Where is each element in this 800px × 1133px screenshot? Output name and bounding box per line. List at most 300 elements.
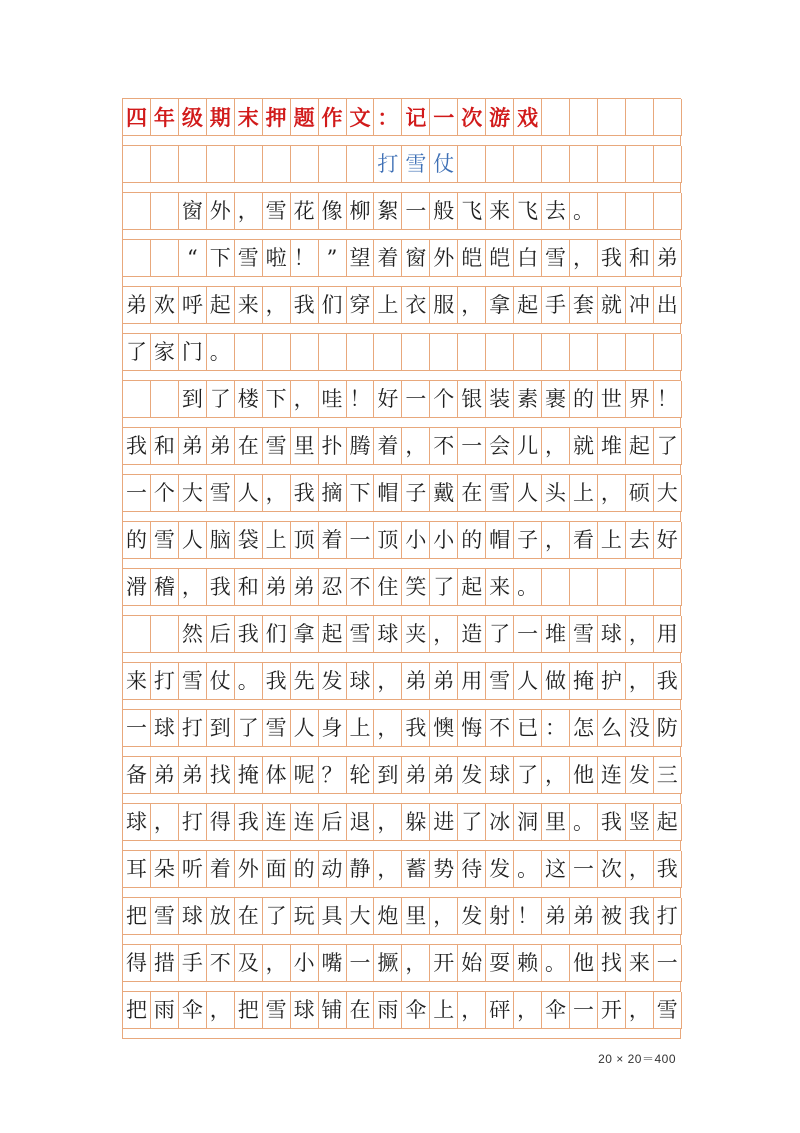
- grid-cell: [123, 193, 151, 229]
- grid-cell: 到: [179, 381, 207, 417]
- grid-cell: 耍: [486, 945, 514, 981]
- grid-cell: 人: [514, 475, 542, 511]
- grid-cell: 起: [626, 428, 654, 464]
- grid-cell: 期: [207, 99, 235, 135]
- grid-cell: 待: [458, 851, 486, 887]
- grid-cell: [542, 569, 570, 605]
- grid-cell: ，: [458, 287, 486, 323]
- grid-cell: 衣: [402, 287, 430, 323]
- grid-cell: 雪: [263, 992, 291, 1028]
- grid-cell: 雪: [654, 992, 682, 1028]
- grid-cell: 这: [542, 851, 570, 887]
- grid-cell: 用: [458, 663, 486, 699]
- grid-row: [122, 193, 681, 240]
- grid-cell: 措: [151, 945, 179, 981]
- grid-cell: 扑: [319, 428, 347, 464]
- grid-cell: 外: [430, 240, 458, 276]
- grid-cell: ，: [374, 851, 402, 887]
- grid-cell: 呼: [179, 287, 207, 323]
- grid-cell: 弟: [179, 757, 207, 793]
- grid-cell: 面: [263, 851, 291, 887]
- grid-cell: “: [179, 240, 207, 276]
- grid-cell: 素: [514, 381, 542, 417]
- grid-cell: 我: [654, 663, 682, 699]
- grid-cell: 来: [123, 663, 151, 699]
- grid-cell: 了: [514, 757, 542, 793]
- grid-cell: 着: [207, 851, 235, 887]
- grid-cell: 弟: [179, 428, 207, 464]
- grid-cell: 开: [430, 945, 458, 981]
- grid-cell: 戏: [514, 99, 542, 135]
- grid-cell: 我: [654, 851, 682, 887]
- grid-cell: 飞: [514, 193, 542, 229]
- grid-cell: 作: [319, 99, 347, 135]
- grid-cell: [626, 193, 654, 229]
- grid-cell: 把: [235, 992, 263, 1028]
- grid-row: [122, 804, 681, 851]
- grid-cell: 袋: [235, 522, 263, 558]
- grid-cell: 放: [207, 898, 235, 934]
- grid-cell: 硕: [626, 475, 654, 511]
- grid-cell: 雪: [570, 616, 598, 652]
- grid-cell: 界: [626, 381, 654, 417]
- grid-cell: 退: [347, 804, 375, 840]
- grid-cell: 门: [179, 334, 207, 370]
- grid-cell: 雪: [542, 240, 570, 276]
- grid-cell: 掩: [570, 663, 598, 699]
- grid-cell: 铺: [319, 992, 347, 1028]
- grid-cell: 就: [598, 287, 626, 323]
- grid-cell: 们: [263, 616, 291, 652]
- grid-cell: 一: [123, 475, 151, 511]
- grid-cell: 在: [347, 992, 375, 1028]
- grid-cell: 装: [486, 381, 514, 417]
- grid-cell: 一: [570, 851, 598, 887]
- grid-cell: ！: [291, 240, 319, 276]
- grid-cell: 家: [151, 334, 179, 370]
- grid-cell: 着: [319, 522, 347, 558]
- grid-cell: 球: [347, 663, 375, 699]
- grid-cell: 的: [458, 522, 486, 558]
- grid-cell: 脑: [207, 522, 235, 558]
- grid-cell: 上: [374, 287, 402, 323]
- grid-cell: 腾: [347, 428, 375, 464]
- grid-cell: 后: [319, 804, 347, 840]
- grid-cell: 大: [347, 898, 375, 934]
- grid-cell: 。: [207, 334, 235, 370]
- grid-cell: 了: [430, 569, 458, 605]
- grid-cell: 来: [486, 569, 514, 605]
- grid-cell: 把: [123, 898, 151, 934]
- grid-cell: 顶: [374, 522, 402, 558]
- grid-cell: 上: [598, 522, 626, 558]
- grid-cell: 雪: [263, 193, 291, 229]
- grid-cell: 一: [347, 945, 375, 981]
- grid-cell: ，: [626, 992, 654, 1028]
- grid-cell: 弟: [291, 569, 319, 605]
- grid-row: [122, 569, 681, 616]
- grid-cell: 摘: [319, 475, 347, 511]
- grid-cell: 记: [402, 99, 430, 135]
- grid-cell: 先: [291, 663, 319, 699]
- grid-cell: 怎: [570, 710, 598, 746]
- grid-cell: 看: [570, 522, 598, 558]
- grid-cell: 把: [123, 992, 151, 1028]
- grid-row: [122, 663, 681, 710]
- grid-cell: [151, 616, 179, 652]
- grid-cell: 发: [458, 898, 486, 934]
- grid-cell: 啦: [263, 240, 291, 276]
- grid-cell: 连: [263, 804, 291, 840]
- grid-cell: 个: [430, 381, 458, 417]
- grid-cell: 发: [486, 851, 514, 887]
- grid-cell: 题: [291, 99, 319, 135]
- grid-cell: 三: [654, 757, 682, 793]
- grid-cell: [235, 334, 263, 370]
- grid-cell: [598, 146, 626, 182]
- grid-cell: 文: [347, 99, 375, 135]
- grid-cell: 起: [207, 287, 235, 323]
- grid-cell: 皑: [486, 240, 514, 276]
- grid-cell: [486, 146, 514, 182]
- grid-cell: [263, 334, 291, 370]
- grid-cell: 球: [179, 898, 207, 934]
- grid-cell: ，: [542, 757, 570, 793]
- grid-cell: ，: [402, 945, 430, 981]
- grid-cell: 的: [291, 851, 319, 887]
- grid-cell: 上: [430, 992, 458, 1028]
- grid-cell: 小: [402, 522, 430, 558]
- grid-cell: [123, 240, 151, 276]
- grid-cell: 伞: [179, 992, 207, 1028]
- grid-cell: 窗: [179, 193, 207, 229]
- grid-cell: 我: [402, 710, 430, 746]
- grid-cell: 一: [123, 710, 151, 746]
- grid-cell: 雨: [151, 992, 179, 1028]
- grid-cell: [123, 146, 151, 182]
- grid-cell: 他: [570, 945, 598, 981]
- grid-cell: 仗: [430, 146, 458, 182]
- grid-cell: 及: [235, 945, 263, 981]
- grid-cell: 堆: [542, 616, 570, 652]
- grid-cell: 皑: [458, 240, 486, 276]
- grid-cell: 大: [179, 475, 207, 511]
- grid-cell: 然: [179, 616, 207, 652]
- grid-cell: ，: [626, 663, 654, 699]
- grid-row: [122, 616, 681, 663]
- grid-cell: 弟: [207, 428, 235, 464]
- grid-cell: 穿: [347, 287, 375, 323]
- grid-cell: 絮: [374, 193, 402, 229]
- grid-cell: 了: [654, 428, 682, 464]
- grid-cell: 找: [207, 757, 235, 793]
- grid-cell: 我: [235, 804, 263, 840]
- grid-cell: 。: [235, 663, 263, 699]
- grid-cell: 般: [430, 193, 458, 229]
- grid-cell: 小: [430, 522, 458, 558]
- grid-cell: ，: [263, 287, 291, 323]
- grid-cell: 拿: [291, 616, 319, 652]
- grid-cell: [654, 193, 682, 229]
- grid-cell: 忍: [319, 569, 347, 605]
- grid-cell: ，: [430, 898, 458, 934]
- grid-cell: 躲: [402, 804, 430, 840]
- grid-cell: 一: [430, 99, 458, 135]
- grid-cell: 裹: [542, 381, 570, 417]
- grid-cell: 级: [179, 99, 207, 135]
- grid-cell: 竖: [626, 804, 654, 840]
- grid-cell: 来: [626, 945, 654, 981]
- grid-cell: 帽: [486, 522, 514, 558]
- grid-cell: 用: [654, 616, 682, 652]
- grid-cell: 起: [654, 804, 682, 840]
- grid-count-footer: 20 × 20＝400: [598, 1052, 676, 1066]
- grid-cell: 雪: [151, 898, 179, 934]
- grid-cell: 了: [235, 710, 263, 746]
- grid-cell: 到: [374, 757, 402, 793]
- grid-cell: 雪: [486, 475, 514, 511]
- grid-cell: 服: [430, 287, 458, 323]
- grid-cell: 一: [347, 522, 375, 558]
- grid-cell: 。: [570, 804, 598, 840]
- grid-cell: 银: [458, 381, 486, 417]
- grid-cell: [151, 146, 179, 182]
- grid-cell: 找: [598, 945, 626, 981]
- grid-cell: [430, 334, 458, 370]
- grid-cell: 我: [291, 475, 319, 511]
- grid-cell: 静: [347, 851, 375, 887]
- grid-cell: 大: [654, 475, 682, 511]
- grid-cell: 下: [207, 240, 235, 276]
- grid-row: [122, 475, 681, 522]
- grid-cell: 花: [291, 193, 319, 229]
- grid-cell: 欢: [151, 287, 179, 323]
- grid-cell: 里: [291, 428, 319, 464]
- grid-row: [122, 381, 681, 428]
- grid-cell: 冰: [486, 804, 514, 840]
- grid-cell: [570, 99, 598, 135]
- grid-cell: 懊: [430, 710, 458, 746]
- grid-cell: 好: [654, 522, 682, 558]
- grid-cell: 球: [123, 804, 151, 840]
- grid-cell: 末: [235, 99, 263, 135]
- grid-cell: 不: [347, 569, 375, 605]
- grid-row: [122, 522, 681, 569]
- grid-cell: [598, 193, 626, 229]
- grid-cell: 世: [598, 381, 626, 417]
- grid-cell: 头: [542, 475, 570, 511]
- grid-cell: ，: [402, 428, 430, 464]
- grid-cell: ，: [263, 475, 291, 511]
- grid-cell: 。: [514, 851, 542, 887]
- grid-cell: 弟: [402, 757, 430, 793]
- grid-cell: ，: [598, 475, 626, 511]
- grid-cell: 起: [514, 287, 542, 323]
- grid-cell: 打: [179, 710, 207, 746]
- grid-cell: 儿: [514, 428, 542, 464]
- grid-cell: 始: [458, 945, 486, 981]
- grid-cell: 球: [374, 616, 402, 652]
- grid-cell: 雨: [374, 992, 402, 1028]
- grid-cell: 帽: [374, 475, 402, 511]
- grid-cell: 蓄: [402, 851, 430, 887]
- grid-cell: 去: [626, 522, 654, 558]
- grid-cell: 白: [514, 240, 542, 276]
- grid-cell: 呢: [291, 757, 319, 793]
- grid-cell: 了: [123, 334, 151, 370]
- grid-cell: 了: [207, 381, 235, 417]
- grid-cell: [542, 99, 570, 135]
- grid-cell: [598, 99, 626, 135]
- grid-cell: 一: [514, 616, 542, 652]
- grid-cell: 防: [654, 710, 682, 746]
- grid-cell: 一: [458, 428, 486, 464]
- grid-cell: [654, 99, 682, 135]
- grid-cell: 住: [374, 569, 402, 605]
- grid-cell: 下: [347, 475, 375, 511]
- grid-cell: [347, 334, 375, 370]
- grid-cell: 上: [570, 475, 598, 511]
- grid-cell: [514, 146, 542, 182]
- grid-cell: [263, 146, 291, 182]
- grid-cell: 发: [626, 757, 654, 793]
- grid-cell: [626, 334, 654, 370]
- grid-cell: 打: [151, 663, 179, 699]
- grid-cell: 撅: [374, 945, 402, 981]
- grid-cell: 我: [598, 804, 626, 840]
- grid-cell: [374, 334, 402, 370]
- grid-cell: 年: [151, 99, 179, 135]
- grid-cell: 耳: [123, 851, 151, 887]
- grid-cell: 护: [598, 663, 626, 699]
- grid-cell: 雪: [207, 475, 235, 511]
- grid-cell: 打: [654, 898, 682, 934]
- grid-cell: 手: [179, 945, 207, 981]
- grid-cell: ，: [458, 992, 486, 1028]
- grid-cell: 炮: [374, 898, 402, 934]
- grid-cell: 雪: [347, 616, 375, 652]
- grid-cell: 雪: [263, 428, 291, 464]
- grid-cell: 夹: [402, 616, 430, 652]
- grid-cell: ，: [263, 945, 291, 981]
- grid-cell: ！: [654, 381, 682, 417]
- grid-cell: 稽: [151, 569, 179, 605]
- grid-cell: 的: [570, 381, 598, 417]
- grid-cell: ，: [570, 240, 598, 276]
- grid-cell: 雪: [486, 663, 514, 699]
- grid-cell: [291, 146, 319, 182]
- grid-cell: [151, 193, 179, 229]
- grid-cell: 就: [570, 428, 598, 464]
- grid-cell: 弟: [654, 240, 682, 276]
- grid-cell: 我: [626, 898, 654, 934]
- grid-row: [122, 992, 681, 1039]
- grid-cell: 轮: [347, 757, 375, 793]
- grid-cell: 发: [458, 757, 486, 793]
- grid-cell: 不: [486, 710, 514, 746]
- grid-cell: 已: [514, 710, 542, 746]
- grid-cell: 得: [123, 945, 151, 981]
- grid-cell: 没: [626, 710, 654, 746]
- grid-cell: [347, 146, 375, 182]
- grid-row: [122, 334, 681, 381]
- grid-cell: 和: [235, 569, 263, 605]
- grid-cell: 拿: [486, 287, 514, 323]
- grid-cell: 么: [598, 710, 626, 746]
- grid-cell: 得: [207, 804, 235, 840]
- grid-cell: 连: [598, 757, 626, 793]
- grid-cell: 着: [374, 240, 402, 276]
- grid-cell: [542, 334, 570, 370]
- grid-cell: 球: [151, 710, 179, 746]
- grid-cell: 射: [486, 898, 514, 934]
- composition-grid-sheet: [122, 98, 681, 1039]
- grid-cell: 球: [291, 992, 319, 1028]
- grid-cell: 发: [319, 663, 347, 699]
- grid-cell: 弟: [402, 663, 430, 699]
- grid-cell: 押: [263, 99, 291, 135]
- grid-cell: 势: [430, 851, 458, 887]
- grid-cell: 和: [151, 428, 179, 464]
- grid-cell: 次: [598, 851, 626, 887]
- grid-row: [122, 757, 681, 804]
- grid-cell: 不: [430, 428, 458, 464]
- grid-cell: 弟: [542, 898, 570, 934]
- grid-cell: ，: [151, 804, 179, 840]
- grid-cell: 一: [402, 381, 430, 417]
- grid-cell: ！: [514, 898, 542, 934]
- grid-cell: 洞: [514, 804, 542, 840]
- grid-cell: [598, 334, 626, 370]
- grid-cell: 好: [374, 381, 402, 417]
- grid-cell: 小: [291, 945, 319, 981]
- grid-cell: [626, 569, 654, 605]
- grid-cell: [654, 569, 682, 605]
- grid-cell: 不: [207, 945, 235, 981]
- grid-cell: 打: [179, 804, 207, 840]
- grid-cell: 像: [319, 193, 347, 229]
- grid-cell: 次: [458, 99, 486, 135]
- grid-cell: 去: [542, 193, 570, 229]
- grid-cell: [402, 334, 430, 370]
- grid-cell: 子: [514, 522, 542, 558]
- grid-cell: 人: [235, 475, 263, 511]
- grid-cell: 动: [319, 851, 347, 887]
- grid-cell: 嘴: [319, 945, 347, 981]
- grid-cell: 连: [291, 804, 319, 840]
- grid-cell: 人: [514, 663, 542, 699]
- grid-cell: ！: [347, 381, 375, 417]
- grid-cell: 球: [486, 757, 514, 793]
- grid-cell: 戴: [430, 475, 458, 511]
- grid-cell: 打: [374, 146, 402, 182]
- grid-cell: [458, 146, 486, 182]
- grid-cell: 人: [179, 522, 207, 558]
- grid-cell: 个: [151, 475, 179, 511]
- grid-cell: [486, 334, 514, 370]
- grid-cell: 我: [291, 287, 319, 323]
- grid-row: [122, 851, 681, 898]
- grid-cell: 一: [570, 992, 598, 1028]
- grid-cell: 一: [654, 945, 682, 981]
- grid-cell: 掩: [235, 757, 263, 793]
- grid-cell: [151, 240, 179, 276]
- grid-row: [122, 945, 681, 992]
- grid-cell: 我: [207, 569, 235, 605]
- grid-cell: [123, 616, 151, 652]
- grid-cell: 听: [179, 851, 207, 887]
- grid-cell: 仗: [207, 663, 235, 699]
